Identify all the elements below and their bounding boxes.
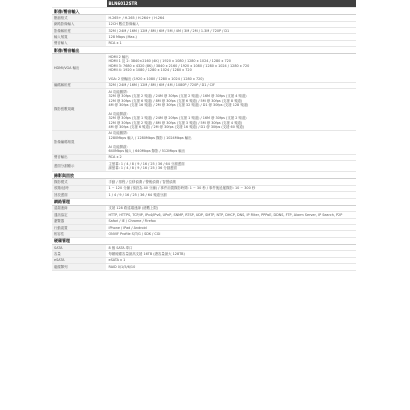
spec-value: 每顆硬碟容量最高支援 16TB (總容量最大 128TB): [106, 251, 356, 257]
spec-value: H.265+ / H.265 / H.264+ / H.264: [106, 15, 356, 21]
spec-value: 32M / 24M / 16M / 12M / 8M / 6M / 5M / 4M / 3M / 2M / 1.3M / 720P / D1: [106, 28, 356, 34]
spec-value: 支援 128 路遠端連線 (總數上限): [106, 205, 356, 211]
spec-value: eSATA x 1: [106, 257, 356, 263]
section-title: 影像/聲音輸出: [52, 47, 356, 54]
spec-label: 畫面分割顯示: [52, 161, 106, 172]
spec-label: HDMI/VGA 輸出: [52, 54, 106, 82]
spec-value: 128 Mbps (Max.): [106, 34, 356, 40]
spec-label: 回放畫面: [52, 192, 106, 198]
spec-value: 1 / 4 / 9 / 16 / 25 / 36 / 64 頻道分割: [106, 192, 356, 198]
spec-value: RAID 0/1/5/6/10: [106, 264, 356, 270]
spec-label: 磁碟陣列: [52, 264, 106, 270]
spec-label: 預錄/延時: [52, 185, 106, 191]
spec-label: 遠端連線: [52, 205, 106, 211]
spec-label: 瀏覽器: [52, 218, 106, 224]
spec-label: 網路影像輸入: [52, 21, 106, 27]
section-title: 網路管理: [52, 198, 356, 205]
section-header: [52, 237, 356, 244]
spec-value: HDMI 2 輸出 HDMI 1 及 2: 3840×2160 (4K) / 1920 x 1080 / 1280 x 1024 / 1280 x 720 HDMI 3: 7680 x 4320 (8K) / 3840 x 2160 / 1920 x 1080 / 1280 x 1024 / 1280 x 720 HDMI 4: 1920 x 1080 / 1280 x 1024 / 1280 x 720 VGA: 2 個輸出 (1920 x 1080 / 1280 x 1024 / 1280 x 720): [106, 54, 356, 82]
section-title: 硬碟管理: [52, 237, 356, 244]
spec-row: [52, 264, 356, 270]
spec-label: eSATA: [52, 257, 106, 263]
spec-value: 1 ~ 120 分鐘 (預設為 40 分鐘) / 事件前置錄影時間: 1 ~ 30 秒 / 事件後延遲錄影: 10 ~ 300 秒: [106, 185, 356, 191]
spec-label: 通訊協定: [52, 212, 106, 218]
spec-value: 主螢幕: 1 / 4 / 8 / 9 / 16 / 25 / 36 / 64 分割畫面 副螢幕: 1 / 4 / 8 / 9 / 16 / 25 / 36 分割畫面: [106, 161, 356, 172]
section-title: 影像/聲音輸入: [52, 8, 356, 15]
spec-value: AI 功能關閉: 32M @ 30fps (支援 2 頻道) / 24M @ 30fps (支援 2 頻道) / 16M @ 30fps (支援 4 頻道) 12M @ 30fps (支援 6 頻道) / 8M @ 30fps (支援 6 頻道) / 5M @ 30fps (支援 8 頻道) 4M @ 30fps (支援 16 頻道) / 2M @ 30fps (支援 32 頻道) / D1 @ 30fps (支援 128 頻道) AI 功能開啟: 32M @ 30fps (支援 1 頻道) / 24M @ 20fps (支援 1 頻道) / 16M @ 30fps (支援 2 頻道) 12M @ 30fps (支援 2 頻道) / 8M @ 30fps (支援 3 頻道) / 5M @ 30fps (支援 4 頻道) 4M @ 30fps (支援 6 頻道) / 2M @ 30fps (支援 16 頻道) / D1 @ 30fps (支援 60 頻道): [106, 89, 356, 131]
spec-row: [52, 130, 356, 154]
section-header: [52, 47, 356, 54]
spec-value: RCA x 1: [106, 40, 356, 46]
section-header: [52, 8, 356, 15]
spec-value: iPhone / iPad / Android: [106, 225, 356, 231]
spec-value: Safari / IE / Chrome / Firefox: [106, 218, 356, 224]
spec-label: 聲音輸入: [52, 40, 106, 46]
spec-value: 手動 / 排程 / 位移偵測 / 警報偵測 / 智慧偵測: [106, 179, 356, 185]
spec-label: 影像編碼頻寬: [52, 130, 106, 154]
model-name: BLN6012STR: [106, 0, 356, 8]
model-header-row: [52, 0, 356, 8]
spec-label: 輸入頻寬: [52, 34, 106, 40]
spec-label: 編碼解析度: [52, 82, 106, 88]
spec-row: [52, 54, 356, 82]
spec-value: HTTP, HTTPS, TCP/IP, IPv4/IPv6, UPnP, SNMP, RTSP, UDP, SMTP, NTP, DHCP, DNS, IP Filter, PPPoE, DDNS, FTP, Alarm Server, IP Search, P2P: [106, 212, 356, 218]
spec-label: 行動裝置: [52, 225, 106, 231]
spec-value: 32M / 24M / 16M / 12M / 8M / 6M / 4M / 1080P / 720P / D1 / CIF: [106, 82, 356, 88]
section-title: 錄影與回放: [52, 172, 356, 179]
spec-label: 聲音輸出: [52, 154, 106, 160]
spec-row: [52, 161, 356, 172]
spec-label: 錄影模式: [52, 179, 106, 185]
spec-value: 12CH 數位影像輸入: [106, 21, 356, 27]
spec-label: 相容性: [52, 231, 106, 237]
spec-label: 影像解析度: [52, 28, 106, 34]
spec-row: [52, 89, 356, 131]
spec-value: RCA x 2: [106, 154, 356, 160]
spec-value: 8 個 SATA 埠口: [106, 245, 356, 251]
spec-label: 容量: [52, 251, 106, 257]
model-header-blank: [52, 0, 106, 8]
spec-table: [52, 0, 356, 271]
section-header: [52, 172, 356, 179]
spec-label: 壓縮格式: [52, 15, 106, 21]
spec-label: 錄影張數規範: [52, 89, 106, 131]
spec-value: ONVIF Profile S/T/G / SDK / CGI: [106, 231, 356, 237]
spec-label: SATA: [52, 245, 106, 251]
section-header: [52, 198, 356, 205]
spec-value: AI 功能關閉: 1280Mbps 輸入 / 1280Mbps 錄影 / 1024Mbps 輸出 AI 功能開啟: 640Mbps 輸入 / 640Mbps 錄影 / 512Mbps 輸出: [106, 130, 356, 154]
